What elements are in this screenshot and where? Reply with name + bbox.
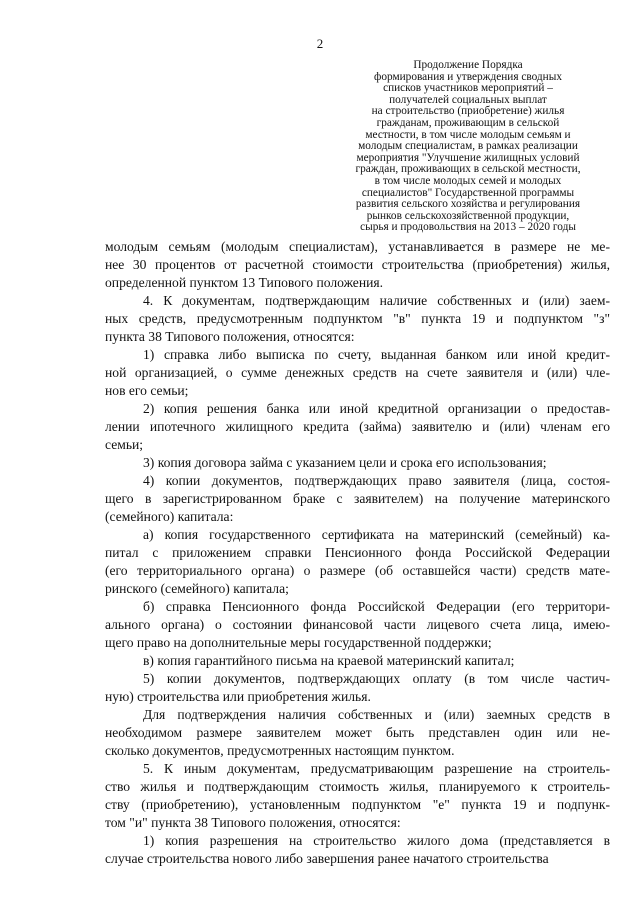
page-number: 2 — [316, 36, 324, 51]
header-line: гражданам, проживающим в сельской — [376, 116, 560, 129]
paragraph — [105, 670, 610, 706]
header-line: сырья и продовольствия на 2013 – 2020 годы — [360, 221, 576, 234]
paragraph — [105, 760, 610, 832]
header-line: формирования и утверждения сводных — [374, 70, 562, 83]
header-line: рынков сельскохозяйственной продукции, — [366, 209, 570, 222]
paragraph-line: необходимом размере заявителем может быть представлен один или не- — [105, 725, 610, 740]
paragraph-line: ную) строительства или приобретения жилья. — [105, 689, 371, 704]
paragraph-line: щего в зарегистрированном браке с заявителем) на получение материнского — [105, 491, 610, 506]
paragraph-line: лении ипотечного жилищного кредита (займа) заявителю и (или) членам его — [105, 419, 610, 434]
header-line: списков участников мероприятий – — [383, 82, 553, 95]
paragraph-line: 2) копия решения банка или иной кредитной организации о предостав- — [143, 401, 610, 416]
paragraph — [105, 346, 610, 400]
header-line: на строительство (приобретение) жилья — [371, 105, 565, 118]
paragraph-line: определенной пунктом 13 Типового положения. — [105, 275, 384, 290]
paragraph — [105, 526, 610, 598]
paragraph-line: нее 30 процентов от расчетной стоимости строительства (приобретения) жилья, — [105, 257, 610, 272]
paragraph-line: молодым семьям (молодым специалистам), устанавливается в размере не ме- — [105, 239, 610, 254]
header-line: специалистов" Государственной программы — [361, 186, 575, 199]
paragraph — [105, 832, 610, 868]
header-line: Продолжение Порядка — [413, 59, 523, 71]
paragraph — [105, 706, 610, 760]
paragraph-line: пункта 38 Типового положения, относятся: — [105, 329, 355, 344]
paragraph-line: питал с приложением справки Пенсионного фонда Российской Федерации — [105, 545, 610, 560]
paragraph — [105, 598, 610, 652]
paragraph-line: 4) копии документов, подтверждающих право заявителя (лица, состоя- — [143, 473, 610, 488]
paragraph-line: (семейного) капитала: — [105, 509, 234, 524]
paragraph-line: том "и" пункта 38 Типового положения, относятся: — [105, 815, 401, 830]
paragraph-line: сколько документов, предусмотренных настоящим пунктом. — [105, 743, 455, 758]
paragraph — [105, 238, 610, 292]
paragraph — [105, 472, 610, 526]
paragraph-line: 4. К документам, подтверждающим наличие собственных и (или) заем- — [143, 293, 610, 308]
paragraph-line: 1) справка либо выписка по счету, выданная банком или иной кредит- — [143, 347, 610, 362]
paragraph-line: в) копия гарантийного письма на краевой материнский капитал; — [143, 653, 515, 668]
paragraph — [105, 292, 610, 346]
paragraph-line: ального органа) о состоянии финансовой части лицевого счета лица, имею- — [105, 617, 610, 632]
header-line: мероприятия "Улучшение жилищных условий — [356, 151, 580, 164]
paragraph-line: семьи; — [105, 437, 144, 452]
header-line: развития сельского хозяйства и регулирования — [355, 198, 581, 211]
paragraph-line: Для подтверждения наличия собственных и (или) заемных средств в — [143, 707, 610, 722]
header-line: молодым специалистам, в рамках реализации — [358, 140, 578, 153]
header-line: местности, в том числе молодым семьям и — [365, 128, 571, 141]
paragraph-line: ринского (семейного) капитала; — [105, 581, 289, 596]
paragraph-line: (его территориального органа) о размере (об оставшейся части) средств мате- — [105, 563, 610, 578]
paragraph-line: ных средств, предусмотренным подпунктом "в" пункта 19 и подпунктом "з" — [105, 311, 610, 326]
paragraph — [105, 652, 610, 670]
paragraph-line: б) справка Пенсионного фонда Российской Федерации (его территори- — [143, 599, 610, 614]
paragraph-line: 5) копии документов, подтверждающих оплату (в том числе частич- — [143, 671, 610, 686]
paragraph-line: ству (приобретению), установленным подпунктом "е" пункта 19 и подпунк- — [105, 797, 610, 812]
paragraph-line: щего право на дополнительные меры государственной поддержки; — [105, 635, 492, 650]
paragraph-line: 1) копия разрешения на строительство жилого дома (представляется в — [143, 833, 610, 848]
paragraph-line: ной организацией, о сумме денежных средств на счете заявителя и (или) чле- — [105, 365, 610, 380]
paragraph-line: нов его семьи; — [105, 383, 189, 398]
header-line: граждан, проживающих в сельской местности, — [355, 163, 581, 176]
header-line: в том числе молодых семей и молодых — [374, 174, 562, 187]
paragraph — [105, 454, 610, 472]
paragraph-line: ство жилья и подтверждающим стоимость жилья, планируемого к строитель- — [105, 779, 610, 794]
paragraph-line: а) копия государственного сертификата на материнский (семейный) ка- — [143, 527, 610, 542]
paragraph-line: 3) копия договора займа с указанием цели и срока его использования; — [143, 455, 547, 470]
paragraph-line: случае строительства нового либо завершения ранее начатого строительства — [105, 851, 549, 866]
paragraph — [105, 400, 610, 454]
header-continuation-block — [318, 60, 618, 234]
header-line: получателей социальных выплат — [389, 93, 547, 106]
paragraph-line: 5. К иным документам, предусматривающим разрешение на строитель- — [143, 761, 610, 776]
document-body — [105, 238, 610, 868]
